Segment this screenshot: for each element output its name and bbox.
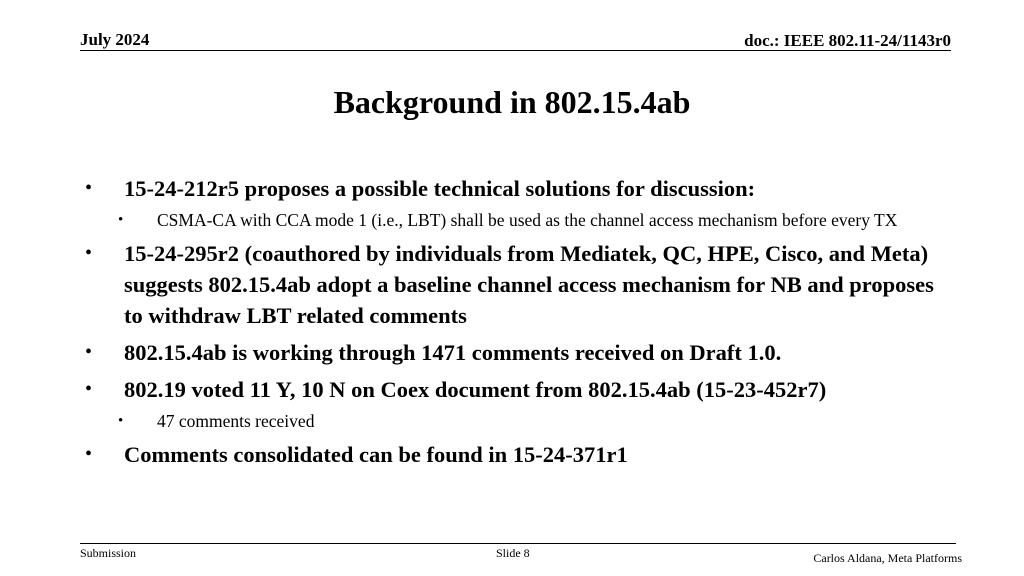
bullet-text: 802.19 voted 11 Y, 10 N on Coex document from 802.15.4ab (15-23-452r7) [124, 377, 827, 402]
sub-bullet-item [85, 208, 955, 233]
bullet-icon: • [85, 242, 93, 264]
footer-submission: Submission [80, 546, 137, 560]
bullet-text: 802.15.4ab is working through 1471 comments received on Draft 1.0. [124, 340, 782, 365]
bullet-text: 15-24-212r5 proposes a possible technical solutions for discussion: [124, 176, 756, 201]
bullet-item [85, 238, 955, 331]
header-doc-id: doc.: IEEE 802.11-24/1143r0 [744, 31, 951, 50]
bullet-icon: • [118, 212, 124, 228]
bullet-icon: • [118, 413, 124, 429]
bullet-list [85, 173, 955, 476]
bullet-icon: • [85, 443, 93, 465]
footer-slide-number: Slide 8 [496, 546, 530, 560]
footer-rule [80, 543, 956, 544]
footer-author: Carlos Aldana, Meta Platforms [813, 551, 962, 565]
bullet-item [85, 337, 955, 368]
sub-bullet-item [85, 409, 955, 434]
slide-title: Background in 802.15.4ab [333, 84, 691, 120]
header-date: July 2024 [80, 30, 150, 49]
bullet-item [85, 374, 955, 405]
sub-bullet-text: 47 comments received [157, 411, 315, 431]
bullet-text: 15-24-295r2 (coauthored by individuals from Mediatek, QC, HPE, Cisco, and Meta) suggests 802.15.4ab adopt a baseline channel access mechanism for NB and proposes to withdraw LBT related comments [124, 241, 934, 328]
sub-bullet-text: CSMA-CA with CCA mode 1 (i.e., LBT) shall be used as the channel access mechanism before every TX [157, 210, 898, 230]
bullet-item [85, 439, 955, 470]
bullet-icon: • [85, 177, 93, 199]
bullet-text: Comments consolidated can be found in 15-24-371r1 [124, 442, 628, 467]
bullet-icon: • [85, 378, 93, 400]
bullet-item [85, 173, 955, 204]
header-rule [80, 50, 951, 51]
bullet-icon: • [85, 341, 93, 363]
